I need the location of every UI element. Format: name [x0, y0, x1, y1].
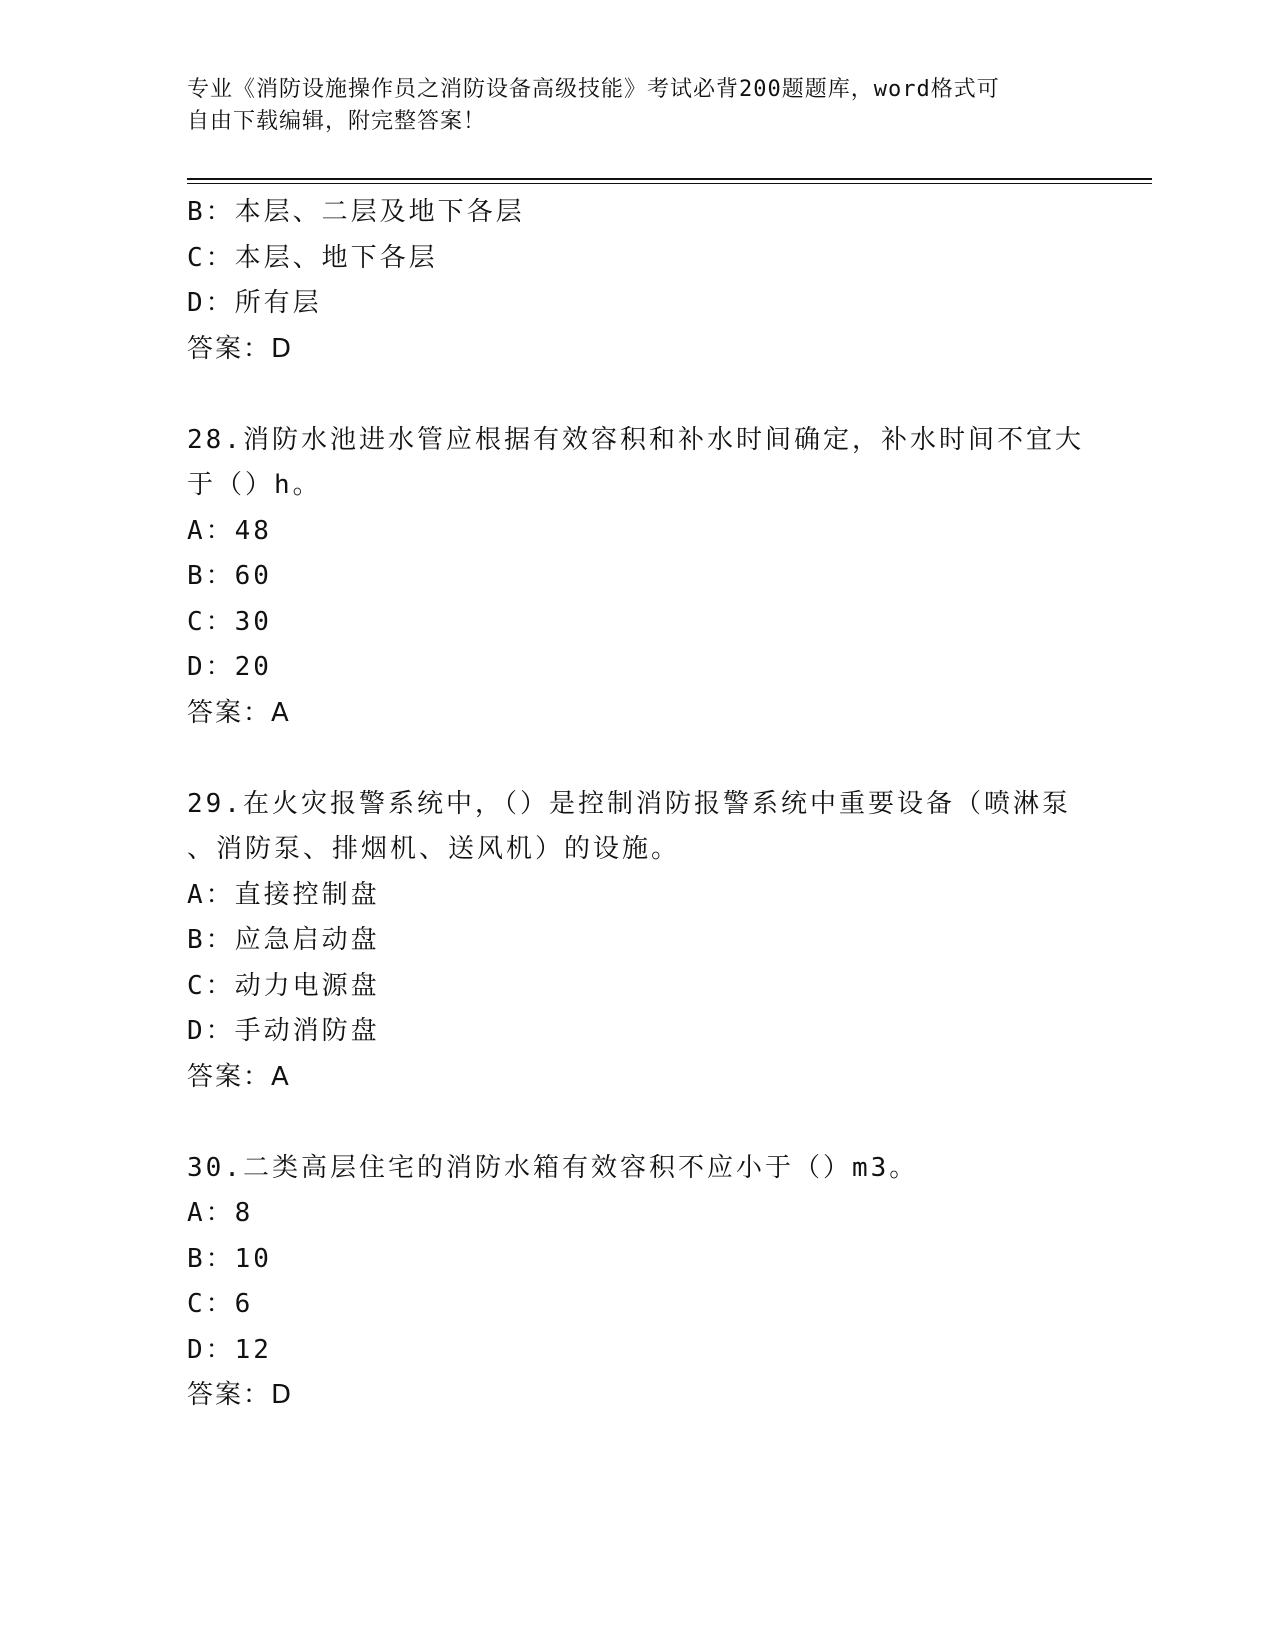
option-d: D：手动消防盘	[187, 1016, 380, 1046]
option-c: C：30	[187, 606, 272, 637]
spacer	[187, 1100, 1087, 1146]
option-b: B：本层、二层及地下各层	[187, 197, 525, 227]
question-28	[187, 418, 1087, 737]
question-text-line: 、消防泵、排烟机、送风机）的设施。	[187, 834, 681, 864]
header-divider-thin	[187, 183, 1152, 184]
header-line-2: 自由下载编辑，附完整答案！	[187, 109, 487, 134]
answer-line: 答案：A	[187, 697, 291, 728]
question-text-line: 于（）h。	[187, 470, 322, 500]
question-29	[187, 782, 1087, 1101]
question-text-line: 28.消防水池进水管应根据有效容积和补水时间确定，补水时间不宜大	[187, 424, 1084, 455]
answer-line: 答案：A	[187, 1061, 291, 1092]
option-a: A：直接控制盘	[187, 879, 380, 910]
option-b: B：应急启动盘	[187, 925, 380, 955]
option-c: C：本层、地下各层	[187, 242, 438, 273]
question-list	[187, 190, 1087, 1419]
header-line-1: 专业《消防设施操作员之消防设备高级技能》考试必背200题题库，word格式可	[187, 77, 1000, 102]
document-header	[187, 74, 1067, 138]
option-c: C：6	[187, 1289, 254, 1319]
option-a: A：8	[187, 1198, 254, 1228]
answer-line: 答案：D	[187, 1380, 294, 1410]
spacer	[187, 736, 1087, 782]
header-divider-thick	[187, 178, 1152, 180]
option-a: A：48	[187, 515, 272, 546]
option-c: C：动力电源盘	[187, 970, 380, 1001]
option-b: B：60	[187, 561, 272, 591]
question-27-continued	[187, 190, 1087, 372]
question-text-line: 29.在火灾报警系统中，（）是控制消防报警系统中重要设备（喷淋泵	[187, 788, 1071, 819]
option-d: D：所有层	[187, 288, 322, 318]
spacer	[187, 372, 1087, 418]
question-30	[187, 1146, 1087, 1419]
option-b: B：10	[187, 1243, 272, 1274]
answer-line: 答案：D	[187, 333, 294, 364]
option-d: D：12	[187, 1334, 272, 1365]
question-text-line: 30.二类高层住宅的消防水箱有效容积不应小于（）m3。	[187, 1152, 919, 1183]
option-d: D：20	[187, 652, 272, 682]
